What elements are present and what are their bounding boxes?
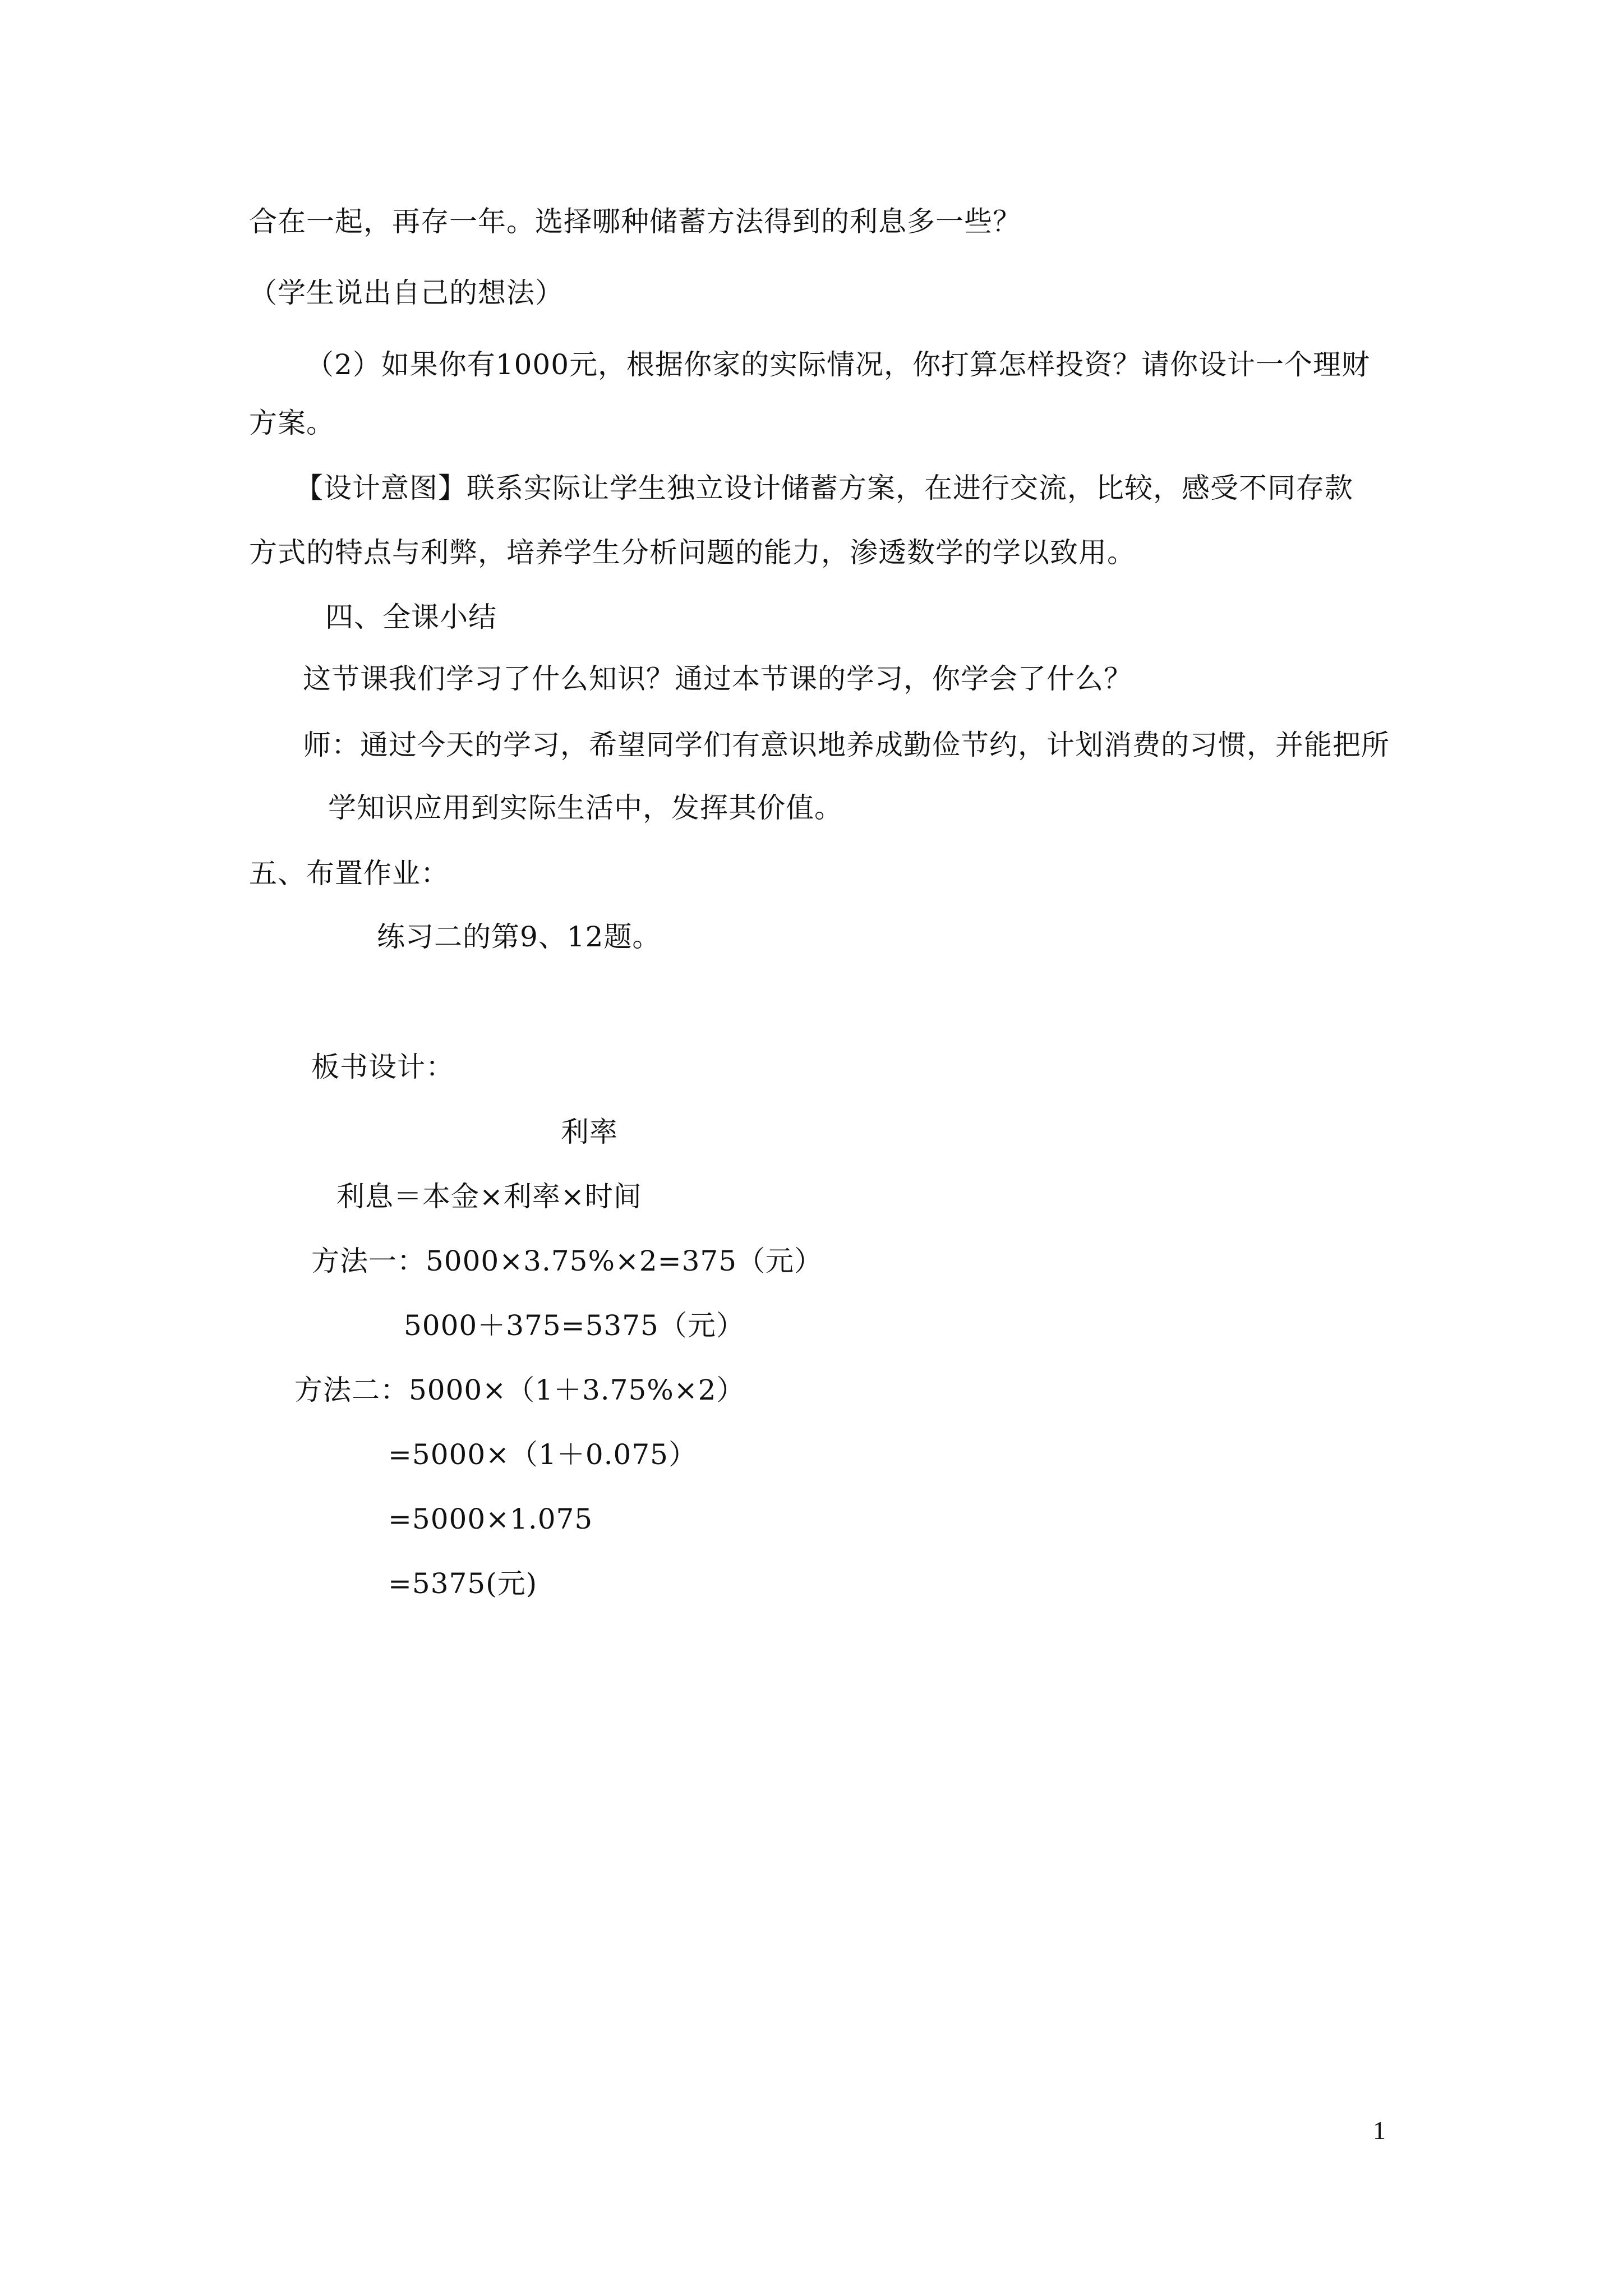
- board-method-two: 方法二：5000×（1＋3.75%×2）: [294, 1374, 745, 1406]
- design-intent-line: 方式的特点与利弊，培养学生分析问题的能力，渗透数学的学以致用。: [249, 536, 1136, 569]
- board-heading: 板书设计：: [311, 1051, 454, 1083]
- board-title: 利率: [561, 1116, 618, 1148]
- board-method-two: =5000×（1＋0.075）: [388, 1438, 697, 1471]
- section-heading: 五、布置作业：: [249, 857, 449, 890]
- homework-line: 练习二的第9、12题。: [377, 921, 661, 953]
- paragraph-line: 合在一起，再存一年。选择哪种储蓄方法得到的利息多一些？: [249, 205, 1021, 238]
- board-method-one: 方法一：5000×3.75%×2=375（元）: [311, 1245, 823, 1277]
- board-method-one: 5000＋375=5375（元）: [404, 1309, 745, 1342]
- section-heading: 四、全课小结: [325, 601, 497, 633]
- board-method-two: =5000×1.075: [388, 1503, 593, 1535]
- paragraph-line: （学生说出自己的想法）: [249, 277, 564, 309]
- paragraph-line: 方案。: [249, 407, 335, 439]
- design-intent-line: 【设计意图】联系实际让学生独立设计储蓄方案，在进行交流，比较，感受不同存款: [295, 472, 1353, 504]
- paragraph-line: 学知识应用到实际生活中，发挥其价值。: [328, 792, 843, 824]
- board-formula: 利息＝本金×利率×时间: [336, 1180, 642, 1213]
- page-number: 1: [1373, 2116, 1386, 2145]
- paragraph-line: 这节课我们学习了什么知识？通过本节课的学习，你学会了什么？: [303, 662, 1132, 695]
- board-method-two: =5375(元): [388, 1567, 538, 1600]
- paragraph-line: （2）如果你有1000元，根据你家的实际情况，你打算怎样投资？请你设计一个理财: [306, 348, 1371, 381]
- paragraph-line: 师：通过今天的学习，希望同学们有意识地养成勤俭节约，计划消费的习惯，并能把所: [303, 729, 1390, 761]
